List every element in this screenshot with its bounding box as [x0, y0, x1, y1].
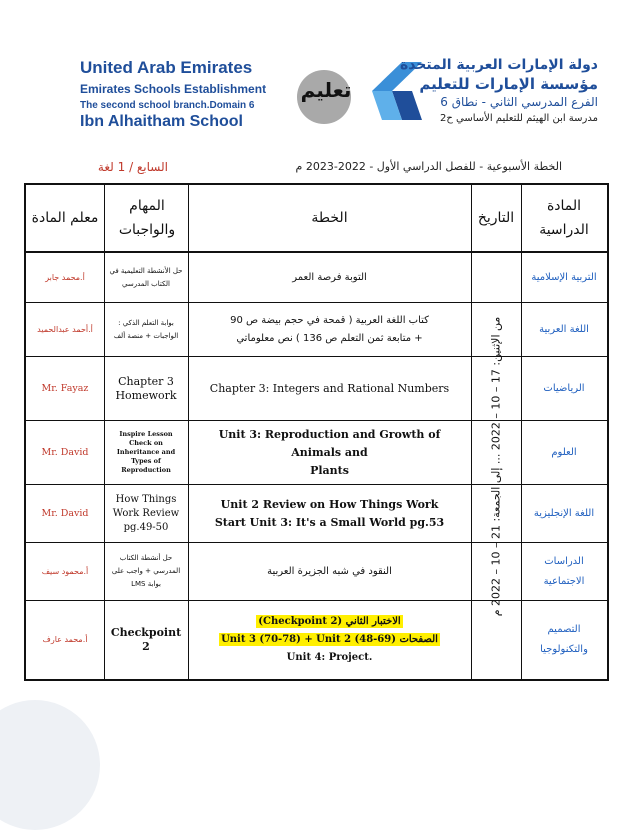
plan-text — [256, 613, 402, 631]
taleem-logo — [297, 70, 351, 124]
arabic-header — [398, 56, 598, 127]
table-row — [26, 303, 607, 357]
plan-text: Unit 4: Project. — [286, 652, 373, 663]
plan-text: + متابعة ثمن التعلم ص 136 ) نص معلوماتي — [236, 332, 423, 344]
teacher-cell: أ.محمود سيف — [41, 566, 89, 576]
plan-cell — [188, 303, 471, 356]
plan-cell — [188, 357, 471, 420]
teacher-cell: أ.محمد عارف — [42, 635, 88, 644]
table-row — [26, 421, 607, 485]
plan-title: الخطة الأسبوعية - للفصل الدراسي الأول - 2022-2023 م — [295, 160, 562, 173]
tasks-cell: حل الأنشطة التعليمية في الكتاب المدرسي — [109, 266, 183, 288]
table-header-row — [26, 185, 607, 253]
plan-text: Unit 3: Reproduction and Growth of Animals and — [218, 427, 441, 459]
grade-label: السابع / 1 لغة — [97, 160, 168, 174]
table-row — [26, 543, 607, 601]
tasks-cell: بوابة التعلم الذكي : الواجبات + منصة ألف — [113, 318, 179, 340]
tasks-cell: حل أنشطة الكتاب المدرسي + واجب على بوابة LMS — [111, 554, 181, 588]
table-row — [26, 485, 607, 543]
subject-cell: التصميم والتكنولوجيا — [540, 624, 588, 655]
weekly-plan-table — [24, 183, 609, 681]
plan-text: Plants — [310, 463, 349, 477]
header-country-ar: دولة الإمارات العربية المتحدة — [399, 57, 598, 73]
header-country-en: United Arab Emirates — [80, 58, 253, 77]
background-shape — [0, 700, 100, 830]
header-teacher: معلم المادة — [31, 210, 99, 226]
teacher-cell: أ.أحمد عبدالحميد — [37, 324, 93, 334]
plan-cell — [188, 601, 471, 679]
header-branch-ar: الفرع المدرسي الثاني - نطاق 6 — [440, 95, 598, 109]
plan-text: كتاب اللغة العربية ( قمحة في حجم بيضة ص 90 — [230, 314, 429, 326]
taleem-logo-text: تعليم — [300, 78, 352, 102]
tasks-cell: Inspire Lesson Check on Inheritance and Types of Reproduction — [116, 430, 176, 474]
subject-cell: التربية الإسلامية — [531, 271, 597, 283]
english-header — [80, 58, 300, 131]
header-tasks: المهام والواجبات — [118, 198, 176, 238]
header-establishment-en: Emirates Schools Establishment — [80, 82, 267, 96]
header-plan: الخطة — [311, 210, 348, 226]
teacher-cell: Mr. David — [41, 447, 89, 458]
plan-text: Unit 2 Review on How Things Work — [220, 497, 439, 511]
header-school-ar: مدرسة ابن الهيثم للتعليم الأساسي ح2 — [439, 113, 598, 124]
header-date: التاريخ — [477, 210, 515, 226]
teacher-cell: أ.محمد جابر — [45, 272, 85, 282]
subject-cell: الرياضيات — [543, 382, 585, 394]
table-row — [26, 601, 607, 679]
teacher-cell: Mr. Fayaz — [41, 383, 89, 394]
header-school-en: Ibn Alhaitham School — [80, 113, 243, 130]
header-establishment-ar: مؤسسة الإمارات للتعليم — [419, 75, 598, 93]
table-row — [26, 253, 607, 303]
teacher-cell: Mr. David — [41, 508, 89, 519]
tasks-cell: How Things Work Review pg.49-50 — [112, 493, 180, 533]
plan-text: النقود في شبه الجزيرة العربية — [267, 565, 392, 577]
tasks-cell: Chapter 3 Homework — [115, 374, 177, 402]
header-subject: المادة الدراسية — [539, 198, 589, 238]
plan-text: Chapter 3: Integers and Rational Numbers — [209, 381, 450, 395]
plan-cell — [188, 485, 471, 542]
tasks-cell: Checkpoint 2 — [110, 626, 182, 653]
plan-text: Start Unit 3: It's a Small World pg.53 — [214, 515, 445, 529]
plan-highlight: الصفحات Unit 3 (70-78) + Unit 2 (48-69) — [221, 634, 438, 645]
plan-cell — [188, 253, 471, 302]
plan-text — [219, 631, 440, 649]
plan-cell — [188, 421, 471, 484]
subject-cell: الدراسات الاجتماعية — [543, 555, 585, 587]
plan-highlight: الاختبار الثاني (Checkpoint 2) — [258, 616, 401, 627]
plan-cell — [188, 543, 471, 600]
table-row — [26, 357, 607, 421]
plan-text: التوبة فرصة العمر — [292, 271, 367, 283]
header-branch-en: The second school branch.Domain 6 — [80, 100, 255, 111]
date-range-text: من الإثنين: 17 – 10 – 2022 ... إلى الجمعة: 21 – 10 – 2022 م — [489, 316, 503, 616]
subject-cell: العلوم — [551, 446, 577, 458]
subject-cell: اللغة الإنجليزية — [533, 507, 595, 519]
subject-cell: اللغة العربية — [539, 323, 589, 335]
